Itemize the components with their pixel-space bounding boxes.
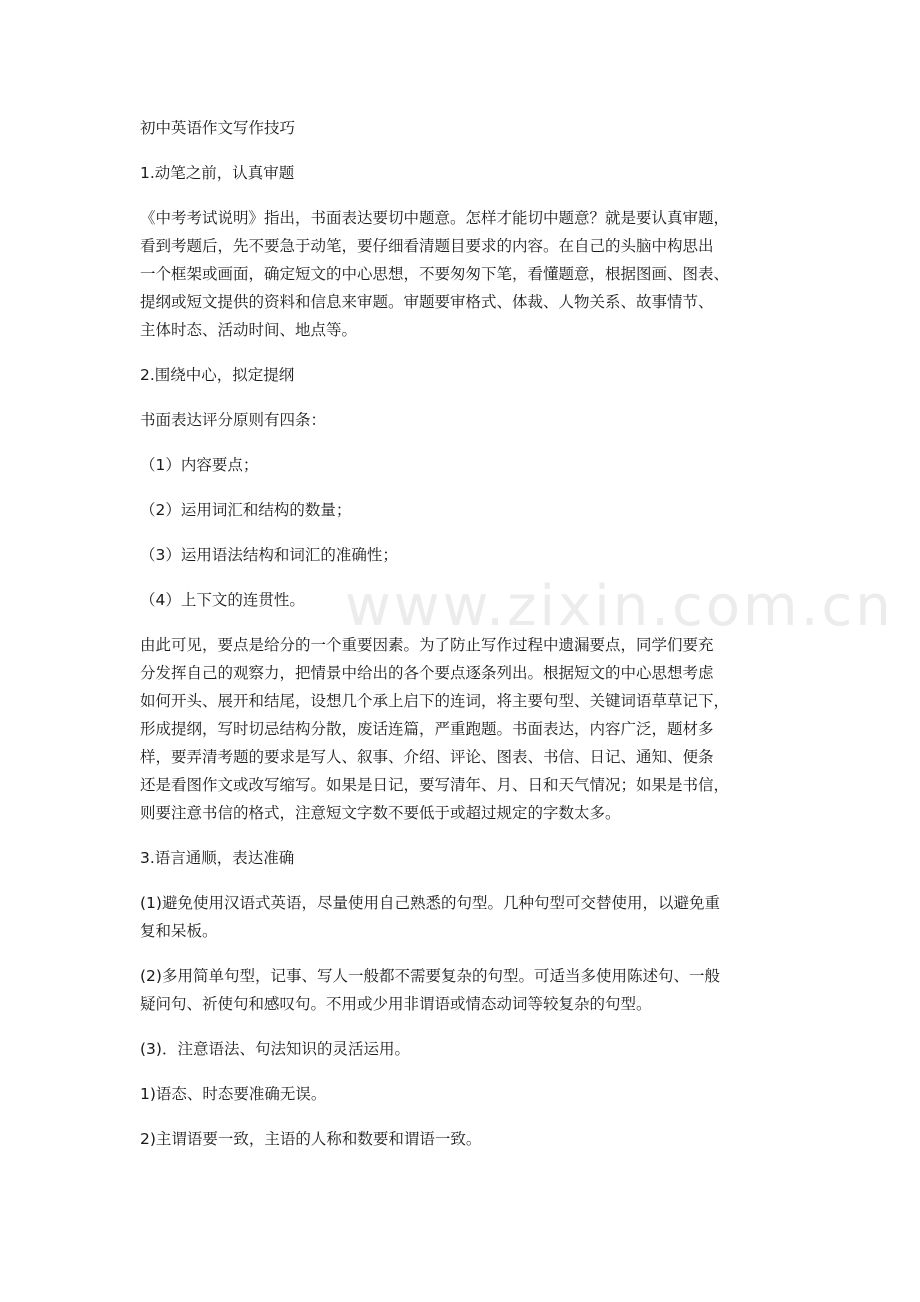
paragraph-line: 形成提纲，写时切忌结构分散，废话连篇，严重跑题。书面表达，内容广泛，题材多 xyxy=(140,720,714,738)
paragraph-line: 2)主谓语要一致，主语的人称和数要和谓语一致。 xyxy=(140,1130,482,1148)
paragraph-line: 主体时态、活动时间、地点等。 xyxy=(140,321,358,339)
paragraph xyxy=(140,496,800,524)
paragraph-line: 样，要弄清考题的要求是写人、叙事、介绍、评论、图表、书信、日记、通知、便条 xyxy=(140,748,714,766)
paragraph-line: 如何开头、展开和结尾，设想几个承上启下的连词，将主要句型、关键词语草草记下， xyxy=(140,692,730,710)
paragraph-line: 疑问句、祈使句和感叹句。不用或少用非谓语或情态动词等较复杂的句型。 xyxy=(140,995,652,1013)
paragraph xyxy=(140,1035,800,1063)
paragraph-line: 则要注意书信的格式，注意短文字数不要低于或超过规定的字数太多。 xyxy=(140,804,621,822)
paragraph xyxy=(140,541,800,569)
paragraph-line: 分发挥自己的观察力，把情景中给出的各个要点逐条列出。根据短文的中心思想考虑 xyxy=(140,664,714,682)
paragraph-line: (2)多用简单句型，记事、写人一般都不需要复杂的句型。可适当多使用陈述句、一般 xyxy=(140,967,720,985)
paragraph-line: 1)语态、时态要准确无误。 xyxy=(140,1085,327,1103)
paragraph-line: 看到考题后，先不要急于动笔，要仔细看清题目要求的内容。在自己的头脑中构思出 xyxy=(140,237,714,255)
paragraph xyxy=(140,631,800,827)
paragraph xyxy=(140,889,800,945)
paragraph-line: （1）内容要点； xyxy=(140,456,259,474)
paragraph xyxy=(140,844,800,872)
paragraph-line: （2）运用词汇和结构的数量； xyxy=(140,501,352,519)
paragraph-list xyxy=(140,159,800,1153)
paragraph-line: 2.围绕中心，拟定提纲 xyxy=(140,366,295,384)
paragraph xyxy=(140,204,800,344)
title-line: 初中英语作文写作技巧 xyxy=(140,119,296,137)
document-title xyxy=(140,114,800,142)
paragraph-line: （4）上下文的连贯性。 xyxy=(140,591,305,609)
paragraph-line: 由此可见，要点是给分的一个重要因素。为了防止写作过程中遗漏要点，同学们要充 xyxy=(140,636,714,654)
paragraph xyxy=(140,1125,800,1153)
paragraph-line: 一个框架或画面，确定短文的中心思想，不要匆匆下笔，看懂题意，根据图画、图表、 xyxy=(140,265,730,283)
paragraph-line: 提纲或短文提供的资料和信息来审题。审题要审格式、体裁、人物关系、故事情节、 xyxy=(140,293,714,311)
paragraph-line: (3)．注意语法、句法知识的灵活运用。 xyxy=(140,1040,410,1058)
paragraph xyxy=(140,1080,800,1108)
paragraph-line: 复和呆板。 xyxy=(140,922,218,940)
paragraph-line: (1)避免使用汉语式英语，尽量使用自己熟悉的句型。几种句型可交替使用，以避免重 xyxy=(140,894,720,912)
paragraph-line: 《中考考试说明》指出，书面表达要切中题意。怎样才能切中题意？就是要认真审题， xyxy=(140,209,730,227)
paragraph-line: （3）运用语法结构和词汇的准确性； xyxy=(140,546,398,564)
paragraph xyxy=(140,962,800,1018)
paragraph-line: 3.语言通顺，表达准确 xyxy=(140,849,295,867)
paragraph-line: 还是看图作文或改写缩写。如果是日记，要写清年、月、日和天气情况；如果是书信， xyxy=(140,776,730,794)
paragraph xyxy=(140,451,800,479)
paragraph-line: 书面表达评分原则有四条： xyxy=(140,411,327,429)
paragraph-line: 1.动笔之前，认真审题 xyxy=(140,164,295,182)
paragraph xyxy=(140,406,800,434)
document-body xyxy=(140,114,800,1170)
paragraph xyxy=(140,159,800,187)
paragraph xyxy=(140,361,800,389)
watermark: www.zixin.com.cn xyxy=(345,574,894,639)
paragraph xyxy=(140,586,800,614)
